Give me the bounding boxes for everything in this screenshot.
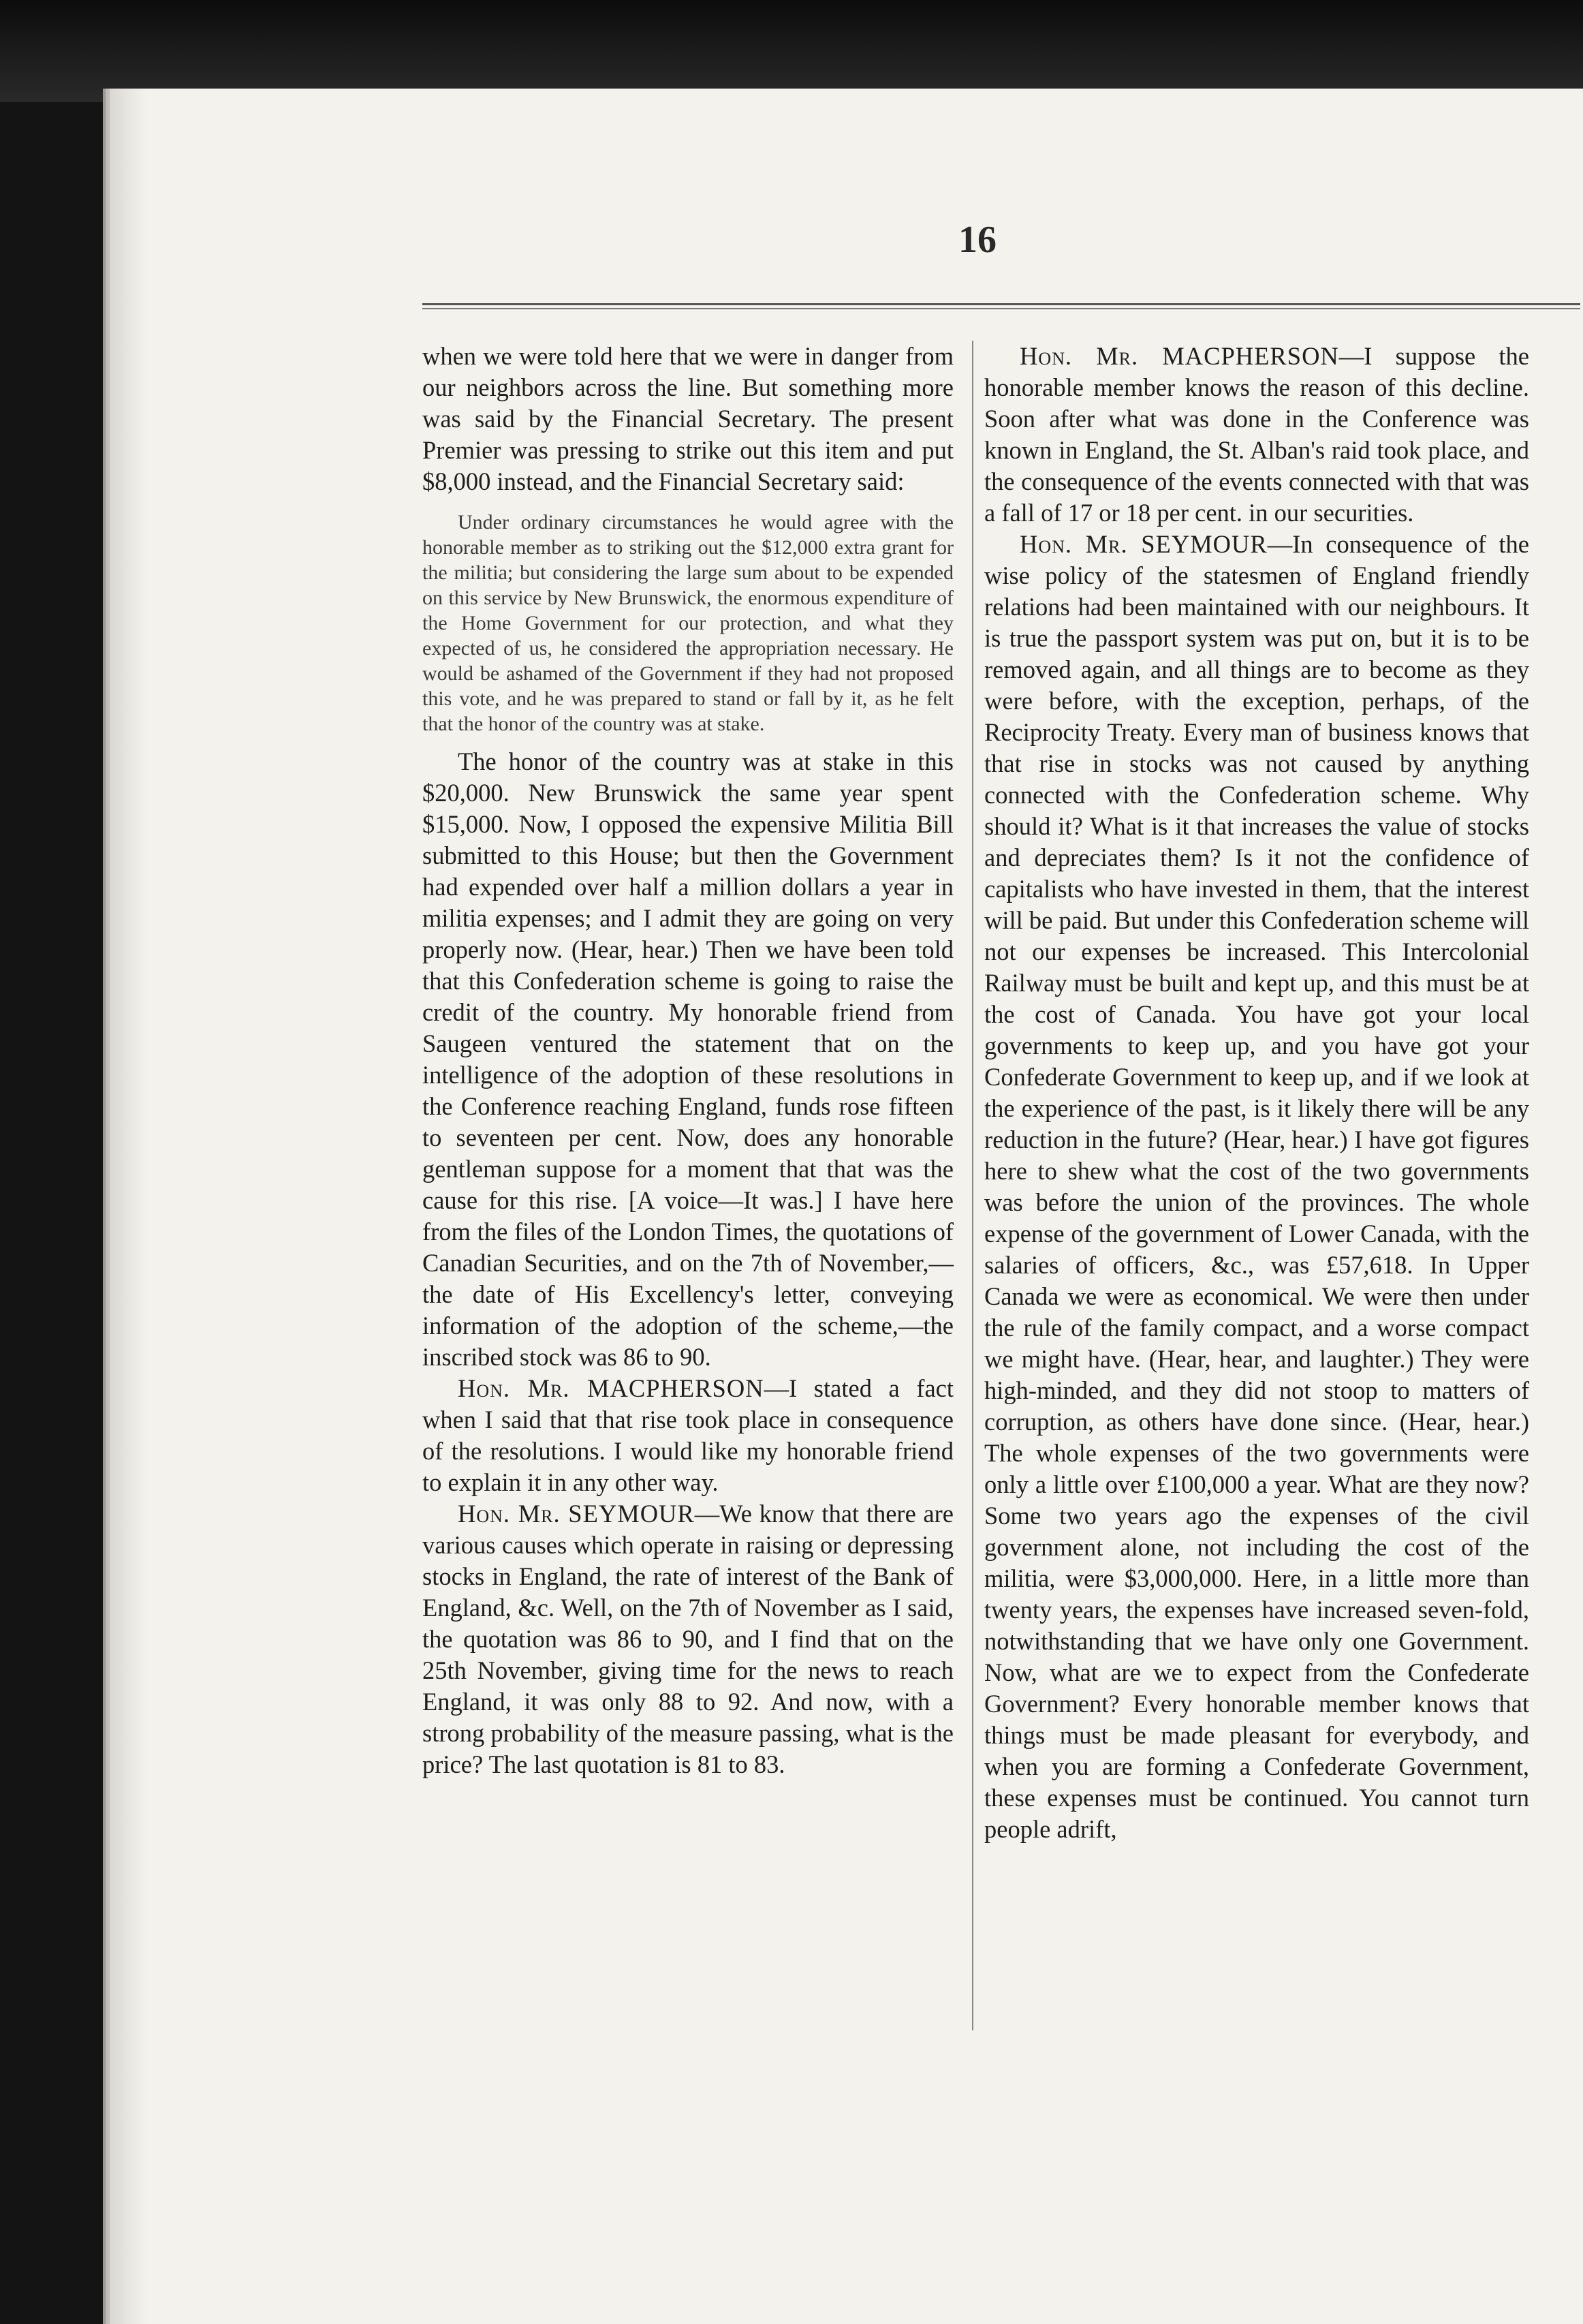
speech-text: —I suppose the honorable member knows the reason of this decline. Soon after what was done in the Conference was known in England, the St. Alban's raid took place, and the consequence of the events connected with that was a fall of 17 or 18 per cent. in our securities. [984, 342, 1530, 527]
right-column [984, 341, 1529, 1845]
header-rule [422, 303, 1580, 309]
left-paragraph-2: The honor of the country was at stake in this $20,000. New Brunswick the same year spent $15,000. Now, I opposed the expensive Militia Bill submitted to this House; but then the Government had expended over half a million dollars a year in militia expenses; and I admit they are going on very properly now. (Hear, hear.) Then we have been told that this Confederation scheme is going to raise the credit of the country. My honorable friend from Saugeen ventured the statement that on the intelligence of the adoption of these resolutions in the Conference reaching England, funds rose fifteen to seventeen per cent. Now, does any honorable gentleman suppose for a moment that that was the cause for this rise. [A voice—It was.] I have here from the files of the London Times, the quotations of Canadian Securities, and on the 7th of November,—the date of His Excellency's letter, conveying information of the adoption of the scheme,—the inscribed stock was 86 to 90. [422, 747, 954, 1371]
speaker-name: Hon. Mr. MACPHERSON [1020, 342, 1339, 370]
speaker-name: Hon. Mr. MACPHERSON [458, 1374, 764, 1402]
left-paragraph-1: when we were told here that we were in danger from our neighbors across the line. But something more was said by the Financial Secretary. The present Premier was pressing to strike out this item and put $8,000 instead, and the Financial Secretary said: [422, 342, 954, 495]
right-paragraph-1 [984, 341, 1529, 529]
page-fold-shadow [106, 89, 146, 2324]
quoted-passage: Under ordinary circumstances he would agree with the honorable member as to striking out the $12,000 extra grant for the militia; but considering the large sum about to be expended on this service by New Brunswick, the enormous expenditure of the Home Government for our protection, and what they expected of us, he considered the appropriation necessary. He would be ashamed of the Government if they had not proposed this vote, and he was prepared to stand or fall by it, as he felt that the honor of the country was at stake. [422, 511, 954, 735]
left-column [422, 341, 954, 1780]
left-paragraph-4 [422, 1498, 954, 1780]
page-number: 16 [958, 219, 997, 261]
speech-text: —I stated a fact when I said that that rise took place in consequence of the resolutions. I would like my honorable friend to explain it in any other way. [422, 1374, 954, 1496]
speaker-name: Hon. Mr. SEYMOUR [458, 1500, 695, 1528]
speaker-name: Hon. Mr. SEYMOUR [1020, 530, 1268, 558]
column-divider [972, 341, 973, 2030]
speech-text: —In consequence of the wise policy of the statesmen of England friendly relations had been maintained with our neighbours. It is true the passport system was put on, but it is to be removed again, and all things are to become as they were before, with the exception, perhaps, of the Reciprocity Treaty. Every man of business knows that that rise in stocks was not caused by anything connected with the Confederation scheme. Why should it? What is it that increases the value of stocks and depreciates them? Is it not the confidence of capitalists who have invested in them, that the interest will be paid. But under this Confederation scheme will not our expenses be increased. This Intercolonial Railway must be built and kept up, and this must be at the cost of Canada. You have got your local governments to keep up, and you have got your Confederate Government to keep up, and if we look at the experience of the past, is it likely there will be any reduction in the future? (Hear, hear.) I have got figures here to shew what the cost of the two governments was before the union of the provinces. The whole expense of the government of Lower Canada, with the salaries of officers, &c., was £57,618. In Upper Canada we were as economical. We were then under the rule of the family compact, and a worse compact we might have. (Hear, hear, and laughter.) They were high-minded, and they did not stoop to matters of corruption, as others have done since. (Hear, hear.) The whole expenses of the two governments were only a little over £100,000 a year. What are they now? Some two years ago the expenses of the civil government alone, not including the cost of the militia, were $3,000,000. Here, in a little more than twenty years, the expenses have increased seven-fold, notwithstanding that we have only one Government. Now, what are we to expect from the Confederate Government? Every honorable member knows that things must be made pleasant for everybody, and when you are forming a Confederate Government, these expenses must be continued. You cannot turn people adrift, [984, 530, 1529, 1843]
right-paragraph-2 [984, 529, 1529, 1845]
scan-background [0, 0, 1583, 102]
speech-text: —We know that there are various causes which operate in raising or depressing stocks in England, the rate of interest of the Bank of England, &c. Well, on the 7th of November as I said, the quotation was 86 to 90, and I find that on the 25th November, giving time for the news to reach England, it was only 88 to 92. And now, with a strong probability of the measure passing, what is the price? The last quotation is 81 to 83. [422, 1500, 954, 1778]
left-paragraph-3 [422, 1373, 954, 1498]
